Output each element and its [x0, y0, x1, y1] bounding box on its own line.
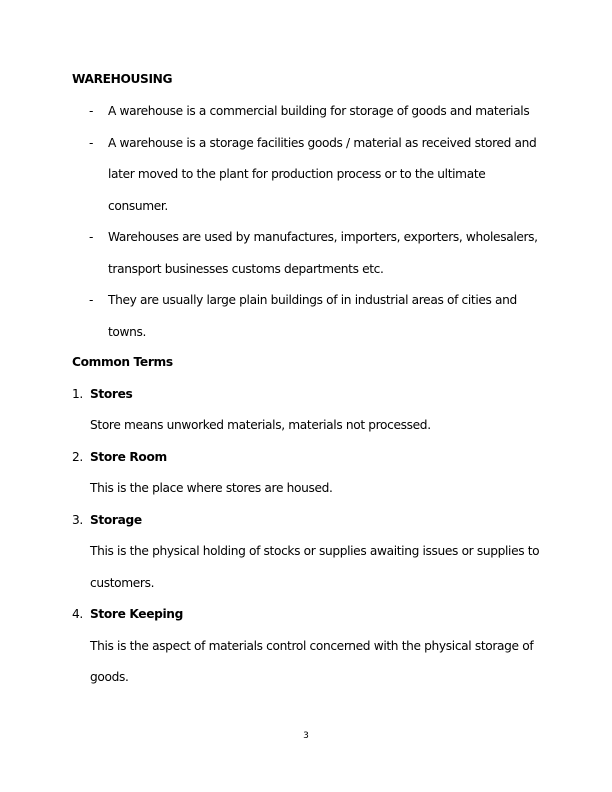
term-definition: This is the physical holding of stocks or supplies awaiting issues or supplies to: [90, 544, 540, 558]
term-number: 3.: [72, 513, 83, 527]
term-definition: goods.: [90, 670, 129, 684]
term-number: 4.: [72, 607, 83, 621]
subsection-title: Common Terms: [72, 355, 173, 369]
bullet-text: later moved to the plant for production process or to the ultimate: [108, 167, 486, 181]
bullet-text: towns.: [108, 325, 147, 339]
term-definition: This is the place where stores are housed.: [90, 481, 333, 495]
term-heading: Store Keeping: [90, 607, 184, 621]
bullet-text: transport businesses customs departments etc.: [108, 262, 384, 276]
bullet-dash: -: [89, 230, 94, 244]
term-number: 2.: [72, 450, 83, 464]
bullet-text: consumer.: [108, 199, 168, 213]
term-heading: Stores: [90, 387, 133, 401]
bullet-dash: -: [89, 136, 94, 150]
bullet-text: A warehouse is a commercial building for storage of goods and materials: [108, 104, 530, 118]
term-definition: customers.: [90, 576, 155, 590]
bullet-dash: -: [89, 104, 94, 118]
bullet-text: Warehouses are used by manufactures, importers, exporters, wholesalers,: [108, 230, 538, 244]
bullet-dash: -: [89, 293, 94, 307]
term-heading: Storage: [90, 513, 142, 527]
section-title: WAREHOUSING: [72, 72, 173, 86]
bullet-text: They are usually large plain buildings of in industrial areas of cities and: [108, 293, 517, 307]
term-heading: Store Room: [90, 450, 167, 464]
term-definition: This is the aspect of materials control concerned with the physical storage of: [90, 639, 534, 653]
page-number: 3: [303, 731, 309, 741]
term-number: 1.: [72, 387, 83, 401]
bullet-text: A warehouse is a storage facilities goods / material as received stored and: [108, 136, 537, 150]
term-definition: Store means unworked materials, materials not processed.: [90, 418, 431, 432]
